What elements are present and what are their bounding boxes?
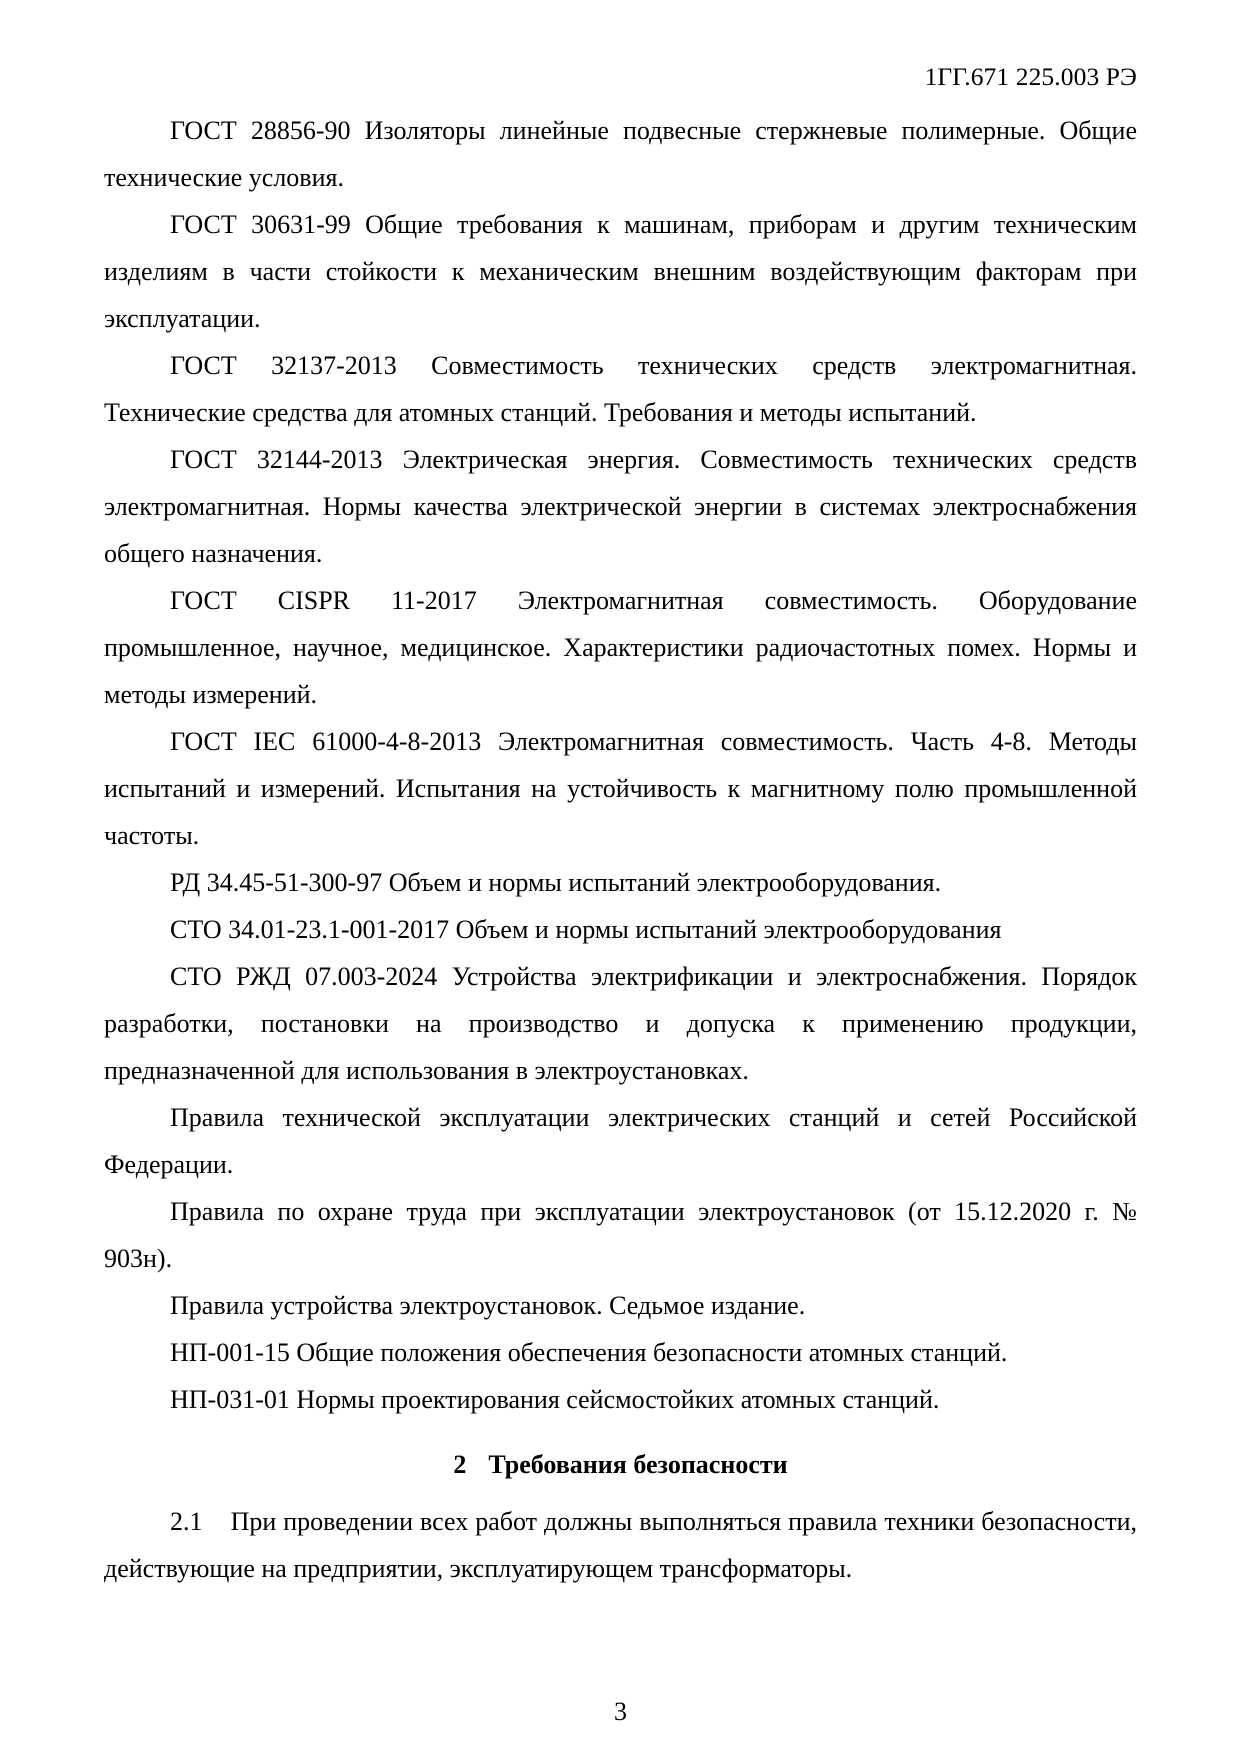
reference-paragraph: ГОСТ 28856-90 Изоляторы линейные подвесные стержневые полимерные. Общие технические условия. (104, 115, 1137, 192)
page-number: 3 (614, 1697, 627, 1726)
section-number: 2 (453, 1449, 467, 1479)
reference-paragraph: ГОСТ CISPR 11-2017 Электромагнитная совместимость. Оборудование промышленное, научное, медицинское. Характеристики радиочастотных помех. Нормы и методы измерений. (104, 585, 1137, 709)
reference-paragraph: СТО 34.01-23.1-001-2017 Объем и нормы испытаний электрооборудования (170, 914, 1002, 944)
reference-paragraph: НП-001-15 Общие положения обеспечения безопасности атомных станций. (170, 1337, 1008, 1367)
reference-paragraph: Правила устройства электроустановок. Седьмое издание. (170, 1290, 806, 1320)
document-code-header: 1ГГ.671 225.003 РЭ (924, 62, 1137, 91)
reference-paragraph: РД 34.45-51-300-97 Объем и нормы испытаний электрооборудования. (170, 867, 942, 897)
reference-paragraph: ГОСТ IEC 61000-4-8-2013 Электромагнитная совместимость. Часть 4-8. Методы испытаний и измерений. Испытания на устойчивость к магнитному полю промышленной частоты. (104, 726, 1137, 850)
section-title: Требования безопасности (488, 1449, 788, 1479)
reference-paragraph: ГОСТ 32137-2013 Совместимость технических средств электромагнитная. Технические средства для атомных станций. Требования и методы испытаний. (104, 350, 1137, 427)
reference-paragraph: ГОСТ 32144-2013 Электрическая энергия. Совместимость технических средств электромагнитная. Нормы качества электрической энергии в системах электроснабжения общего назначения. (104, 444, 1137, 568)
reference-paragraph: ГОСТ 30631-99 Общие требования к машинам, приборам и другим техническим изделиям в части стойкости к механическим внешним воздействующим факторам при эксплуатации. (104, 209, 1137, 333)
section-item-number: 2.1 (170, 1506, 203, 1536)
reference-paragraph: Правила по охране труда при эксплуатации электроустановок (от 15.12.2020 г. № 903н). (104, 1196, 1137, 1273)
section-heading (104, 1441, 1137, 1488)
reference-paragraph: Правила технической эксплуатации электрических станций и сетей Российской Федерации. (104, 1102, 1137, 1179)
section-item (104, 1498, 1137, 1592)
reference-paragraph: НП-031-01 Нормы проектирования сейсмостойких атомных станций. (170, 1384, 940, 1414)
section-item-text: При проведении всех работ должны выполняться правила техники безопасности, действующие на предприятии, эксплуатирующем трансформаторы. (104, 1506, 1137, 1583)
reference-paragraph: СТО РЖД 07.003-2024 Устройства электрификации и электроснабжения. Порядок разработки, постановки на производство и допуска к применению продукции, предназначенной для использования в электроустановках. (104, 961, 1137, 1085)
